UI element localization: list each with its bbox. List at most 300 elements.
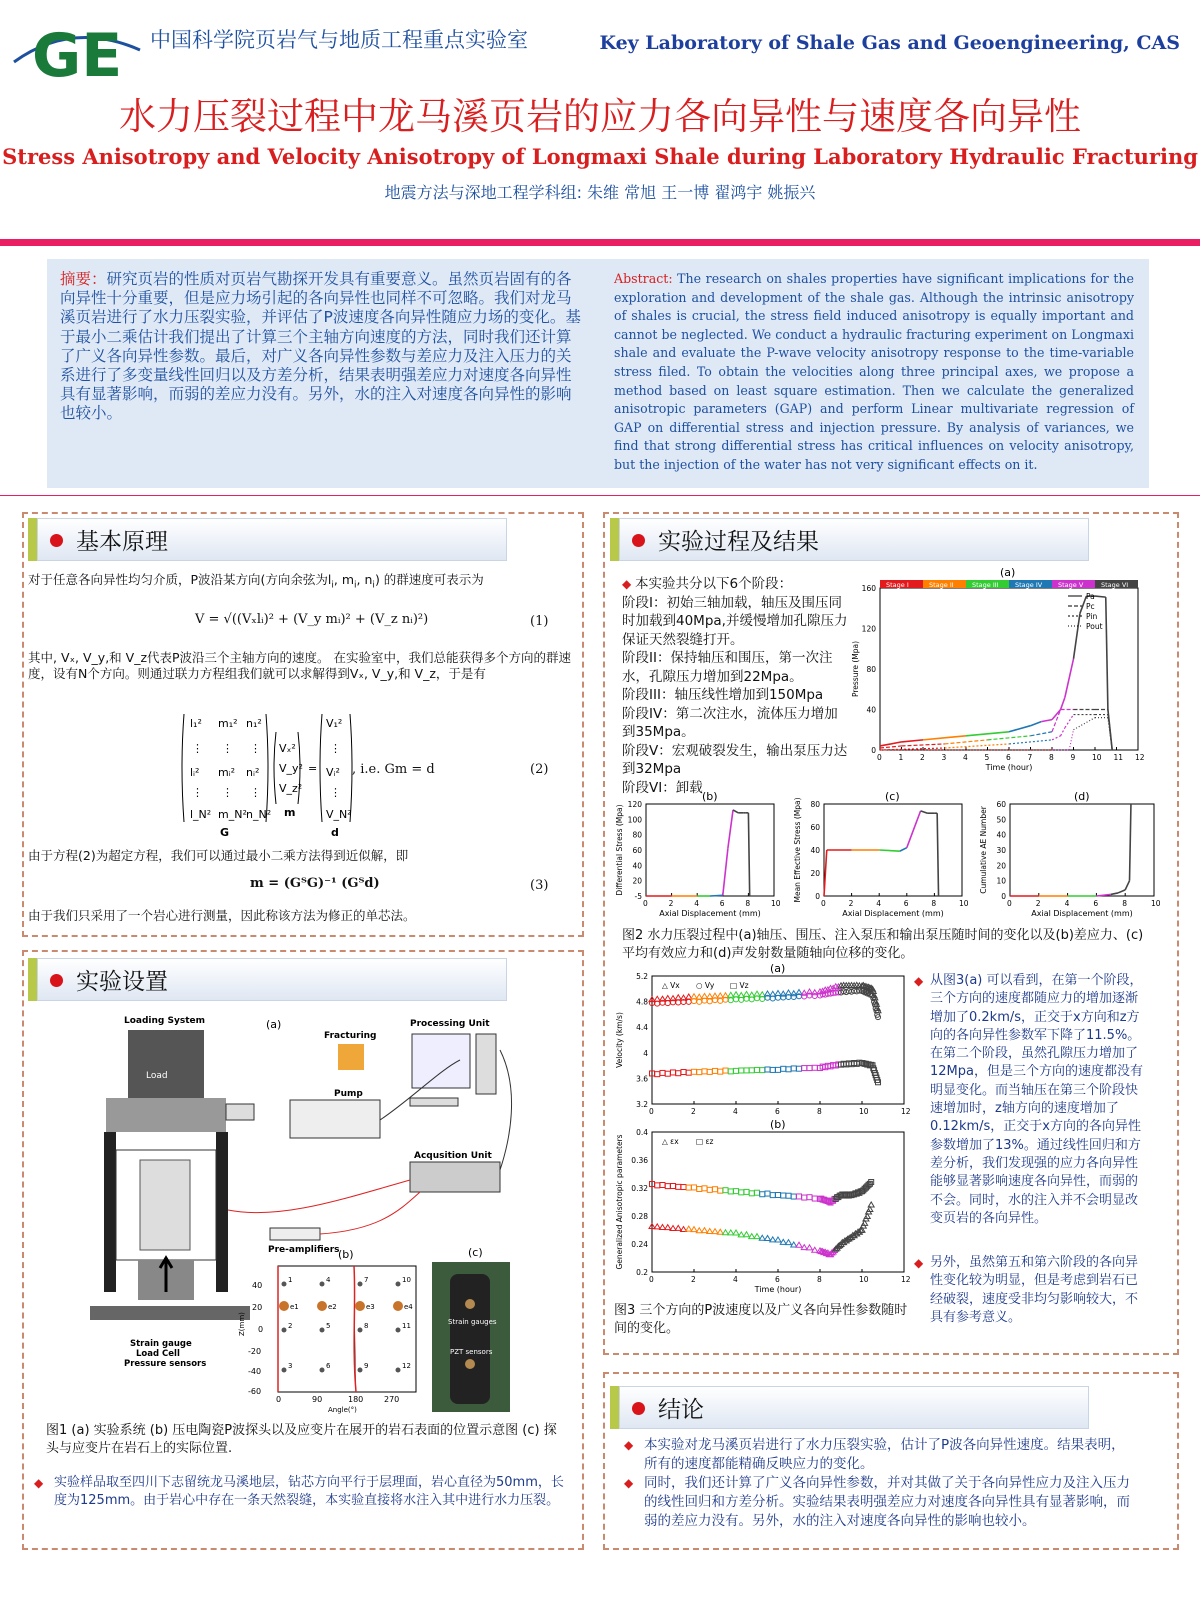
equation-1-number: (1) xyxy=(530,614,549,629)
series-line xyxy=(1125,881,1129,890)
legend-label: Pin xyxy=(1086,612,1098,621)
data-point xyxy=(755,1067,760,1072)
x-tick-label: 4 xyxy=(1064,899,1070,908)
divider-line xyxy=(0,495,1200,496)
data-point xyxy=(660,1225,666,1230)
series-line xyxy=(1031,732,1053,736)
data-point xyxy=(734,997,739,1002)
principle-header xyxy=(28,518,507,561)
y-tick-label: 0.36 xyxy=(631,1156,648,1165)
data-point xyxy=(723,1068,728,1073)
data-point xyxy=(807,1195,812,1200)
svg-text:V_z²: V_z² xyxy=(279,782,303,795)
bullet-dot xyxy=(50,974,63,987)
data-point xyxy=(713,1187,718,1192)
fig3a-chart xyxy=(612,962,912,1118)
data-point xyxy=(717,1229,723,1234)
series-line-pa xyxy=(1052,710,1061,720)
y-tick-label: 10 xyxy=(996,876,1006,886)
data-point xyxy=(707,1069,712,1074)
series-line xyxy=(1009,740,1052,744)
series-line xyxy=(1052,736,1061,740)
stage-label: Stage I xyxy=(886,581,909,589)
data-point xyxy=(770,1237,776,1242)
y-tick-label: 20 xyxy=(810,869,820,878)
svg-text:l₁²: l₁² xyxy=(190,717,202,730)
y-tick-label: 20 xyxy=(632,876,642,886)
x-tick-label: 5 xyxy=(984,753,990,762)
data-point xyxy=(797,1066,802,1071)
series-line-pa xyxy=(880,742,902,746)
pzt-sensor-dot xyxy=(358,1368,363,1373)
data-point xyxy=(654,1224,660,1229)
data-point xyxy=(760,1192,765,1197)
data-point xyxy=(781,1066,786,1071)
principle-p1: 对于任意各向异性均匀介质，P波沿某方向(方向余弦为$l_i$, $m_i$, $n_i$) 的群速度可表示为 xyxy=(28,572,484,591)
ytick: 40 xyxy=(252,1281,263,1290)
x-tick-label: 10 xyxy=(959,899,969,908)
sensor-label: 11 xyxy=(402,1322,411,1330)
sensor-xticks xyxy=(276,1395,399,1404)
series-line xyxy=(1111,893,1118,895)
series-line-pa xyxy=(945,736,967,738)
sensor-label: 12 xyxy=(402,1362,411,1370)
data-point xyxy=(676,1000,681,1005)
data-point xyxy=(739,997,744,1002)
sensor-label: e1 xyxy=(290,1303,299,1311)
data-point xyxy=(686,1185,691,1190)
abstract-en xyxy=(614,270,1134,475)
series-line-pa xyxy=(1106,597,1108,709)
data-point xyxy=(796,1242,802,1247)
y-tick-label: 30 xyxy=(996,846,1006,855)
diamond-icon: ◆ xyxy=(624,1476,634,1490)
data-point xyxy=(770,1067,775,1072)
header-stripe xyxy=(610,1386,619,1429)
data-point xyxy=(707,999,712,1004)
platen xyxy=(106,1098,226,1132)
photo-panel xyxy=(430,1244,512,1414)
data-point xyxy=(775,990,781,995)
pzt-sensor-dot xyxy=(320,1368,325,1373)
setup-header xyxy=(28,958,507,1001)
bullet-dot xyxy=(632,1402,645,1415)
xtick: 0 xyxy=(276,1395,282,1404)
fig1-caption: 图1 (a) 实验系统 (b) 压电陶瓷P波探头以及应变片在展开的岩石表面的位置示意图 (c) 探头与应变片在岩石上的实际位置. xyxy=(46,1423,557,1456)
x-tick-label: 0 xyxy=(821,899,826,908)
x-tick-label: 6 xyxy=(775,1107,780,1116)
sensor-label: 8 xyxy=(364,1322,369,1330)
diamond-icon: ◆ xyxy=(914,974,924,988)
cable xyxy=(320,1192,420,1234)
conclusion-item xyxy=(624,1436,1134,1474)
series-line-pa xyxy=(1095,596,1106,597)
fig3-caption: 图3 三个方向的P波速度以及广义各向异性参数随时间的变化。 xyxy=(614,1303,908,1336)
y-tick-label: 40 xyxy=(632,861,642,871)
legend-label: Pa xyxy=(1086,592,1095,601)
data-point xyxy=(655,1072,660,1077)
data-point xyxy=(665,1184,670,1189)
y-axis-label: Differential Stress (Mpa) xyxy=(615,804,624,896)
x-tick-label: 3 xyxy=(941,753,947,762)
data-point xyxy=(665,996,671,1001)
data-point xyxy=(707,1228,713,1233)
abstract-cn xyxy=(60,270,585,424)
x-tick-label: 7 xyxy=(1027,753,1033,762)
series-line-pa xyxy=(902,740,924,742)
label-fracturing: Fracturing xyxy=(324,1031,377,1041)
data-point xyxy=(744,1189,749,1194)
divider-bar xyxy=(0,239,1200,246)
observation-1-text: 从图3(a) 可以看到，在第一个阶段，三个方向的速度都随应力的增加逐渐增加了0.2km/s，正交于x方向和z方向的各向异性参数军下降了11.5%。在第二个阶段，虽然孔隙压力增加了12Mpa，但是三个方向的速度都没有明显变化。而当轴压在第三个阶段快速增加时，z轴方向的速度增加了0.12km/s，正交于x方向的各向异性参数增加了13%。通过线性回归和方差分析，我们发现强的应力各向异性能够显著影响速度各向异性，而弱的不会。同时，水的注入并不会明显改变页岩的各向异性。 xyxy=(930,973,1143,1226)
abstract-cn-text: 研究页岩的性质对页岩气勘探开发具有重要意义。虽然页岩固有的各向异性十分重要，但是应力场引起的各向异性也同样不可忽略。我们对龙马溪页岩进行了水力压裂实验，并评估了P波速度各向异性随应力场的变化。基于最小二乘估计我们提出了计算三个主轴方向速度的方法，同时我们还计算了广义各向异性参数。最后，对广义各向异性参数与差应力及注入压力的关系进行了多变量线性回归以及方差分析，结果表明强差应力对速度各向异性具有显著影响，而弱的差应力没有。另外，水的注入对速度各向异性的影响也较小。 xyxy=(60,270,581,423)
series-line xyxy=(1052,710,1061,732)
plot-frame xyxy=(1010,804,1154,896)
rock-core xyxy=(140,1160,190,1250)
equation-2-tail: , i.e. Gm = d xyxy=(352,762,435,777)
setup-heading-box xyxy=(37,958,507,1001)
acquisition-unit xyxy=(410,1162,500,1192)
observation-2-text: 另外，虽然第五和第六阶段的各向异性变化较为明显，但是考虑到岩石已经破裂，速度受非均匀影响较大，不具有参考意义。 xyxy=(930,1255,1139,1325)
y-axis-label: Pressure (Mpa) xyxy=(851,640,860,698)
svg-text:nᵢ²: nᵢ² xyxy=(246,766,260,779)
setup-heading: 实验设置 xyxy=(76,969,168,995)
legend-label: Pout xyxy=(1086,622,1103,631)
conclusion-heading: 结论 xyxy=(658,1397,704,1423)
series-line-pa xyxy=(1031,722,1042,726)
setup-note-text: 实验样品取至四川下志留统龙马溪地层，钻芯方向平行于层理面，岩心直径为50mm，长度为125mm。由于岩心中存在一条天然裂缝，本实验直接将水注入其中进行水力压裂。 xyxy=(54,1475,564,1508)
series-line-pa xyxy=(1061,697,1065,709)
label-strain: Strain gauge xyxy=(130,1339,192,1349)
data-point xyxy=(723,1188,728,1193)
photo-label-strain: Strain gauges xyxy=(448,1318,497,1326)
svg-text:⋮: ⋮ xyxy=(222,742,233,755)
y-tick-label: 4 xyxy=(643,1048,648,1058)
ytick: -60 xyxy=(248,1387,262,1396)
data-point xyxy=(692,999,697,1004)
data-point xyxy=(807,1066,812,1071)
svg-text:V₁²: V₁² xyxy=(326,717,343,730)
sensor-label: 6 xyxy=(326,1362,331,1370)
y-tick-label: 0.24 xyxy=(631,1240,648,1249)
principle-p1-b: ) 的群速度可表示为 xyxy=(374,572,484,587)
data-point xyxy=(681,1185,686,1190)
base xyxy=(90,1306,250,1320)
data-point xyxy=(697,1186,702,1191)
data-point xyxy=(728,1230,734,1235)
sensor-label: 7 xyxy=(364,1276,369,1284)
sensor-label: 1 xyxy=(288,1276,293,1284)
label-processing: Processing Unit xyxy=(410,1019,490,1029)
sensor-label: 9 xyxy=(364,1362,369,1370)
label-preamp: Pre-amplifiers xyxy=(268,1245,340,1255)
label-pump: Pump xyxy=(334,1089,363,1099)
y-tick-label: 3.2 xyxy=(636,1100,648,1109)
sensor-label: 4 xyxy=(326,1276,331,1284)
xtick: 90 xyxy=(312,1395,323,1404)
diamond-icon: ◆ xyxy=(622,577,636,591)
y-tick-label: 120 xyxy=(861,624,876,634)
data-point xyxy=(733,1230,739,1235)
x-tick-label: 2 xyxy=(920,753,925,762)
y-tick-label: 0 xyxy=(1001,892,1006,901)
logo xyxy=(12,10,144,82)
data-point xyxy=(702,1228,708,1233)
data-point xyxy=(868,1202,874,1207)
data-point xyxy=(776,995,781,1000)
x-tick-label: 10 xyxy=(1151,899,1161,908)
y-tick-label: 60 xyxy=(632,846,642,855)
sensor-label: 2 xyxy=(288,1322,293,1330)
series-line xyxy=(728,810,733,848)
data-point xyxy=(754,1234,760,1239)
svg-text:⋮: ⋮ xyxy=(250,742,261,755)
series-line xyxy=(900,848,907,851)
series-line xyxy=(1130,804,1131,881)
data-point xyxy=(786,1067,791,1072)
svg-text:l_N²: l_N² xyxy=(190,808,212,821)
data-point xyxy=(776,1067,781,1072)
y-tick-label: 80 xyxy=(632,830,642,840)
series-line xyxy=(937,813,938,896)
pump-unit xyxy=(290,1100,380,1138)
data-point xyxy=(749,997,754,1002)
svg-text:Vᵢ²: Vᵢ² xyxy=(326,766,340,779)
conclusion-header xyxy=(610,1386,1089,1429)
y-tick-label: 5.2 xyxy=(636,972,648,981)
y-tick-label: 40 xyxy=(810,846,820,855)
abstract-en-label: Abstract: xyxy=(614,271,673,286)
principle-p3: 由于方程(2)为超定方程，我们可以通过最小二乘方法得到近似解，即 xyxy=(28,848,409,863)
chart-title: (d) xyxy=(1074,790,1090,803)
data-point xyxy=(749,1068,754,1073)
principle-p1-a: 对于任意各向异性均匀介质，P波沿某方向(方向余弦为l xyxy=(28,572,332,587)
results-heading: 实验过程及结果 xyxy=(658,529,819,555)
equation-3: m = (GᵀG)⁻¹ (Gᵀd) xyxy=(250,876,380,891)
chart-title: (a) xyxy=(770,962,786,975)
data-point xyxy=(765,1235,771,1240)
data-point xyxy=(671,1070,676,1075)
x-tick-label: 1 xyxy=(898,753,904,762)
lab-name-en: Key Laboratory of Shale Gas and Geoengineering, CAS xyxy=(599,32,1180,54)
xtick: 270 xyxy=(384,1395,400,1404)
chart-title: (b) xyxy=(702,790,718,803)
x-axis-label: Time (hour) xyxy=(985,763,1033,772)
x-tick-label: 8 xyxy=(817,1107,822,1116)
data-point xyxy=(702,1186,707,1191)
series-line xyxy=(907,811,921,848)
x-tick-label: 11 xyxy=(1113,753,1124,762)
series-line xyxy=(945,744,1010,748)
keyboard-icon xyxy=(410,1098,458,1106)
strain-gauge-dot xyxy=(393,1301,403,1311)
observation-1 xyxy=(914,972,1146,1228)
series-line-pa xyxy=(988,732,1010,734)
bullet-dot xyxy=(50,534,63,547)
data-point xyxy=(734,1189,739,1194)
data-point xyxy=(744,1068,749,1073)
data-point xyxy=(691,994,697,999)
y-tick-label: -5 xyxy=(634,892,642,901)
data-point xyxy=(665,1071,670,1076)
data-point xyxy=(760,1068,765,1073)
sensor-label: e3 xyxy=(366,1303,375,1311)
legend-label: △ εx xyxy=(662,1137,679,1146)
data-point xyxy=(734,1068,739,1073)
fig2d-chart xyxy=(976,788,1162,920)
stage-item: 阶段VI：卸载 xyxy=(622,779,703,796)
load-block xyxy=(128,1030,204,1098)
x-tick-label: 12 xyxy=(901,1275,911,1284)
series-line xyxy=(921,811,928,813)
pzt-sensor-dot xyxy=(282,1368,287,1373)
y-tick-label: 60 xyxy=(810,823,820,832)
y-axis-label: Cumulative AE Number xyxy=(979,806,988,894)
x-tick-label: 4 xyxy=(733,1107,738,1116)
x-tick-label: 12 xyxy=(901,1107,911,1116)
data-point xyxy=(797,1194,802,1199)
label-load: Load xyxy=(146,1071,168,1081)
legend-label: △ Vx xyxy=(662,981,680,990)
stage-label: Stage V xyxy=(1058,581,1084,589)
chart-title: (c) xyxy=(885,790,900,803)
y-tick-label: 3.6 xyxy=(636,1074,648,1084)
label-acquisition: Acqusition Unit xyxy=(414,1151,492,1161)
y-tick-label: 50 xyxy=(996,815,1006,825)
principle-heading: 基本原理 xyxy=(76,529,168,555)
data-point xyxy=(786,1240,792,1245)
x-tick-label: 0 xyxy=(649,1107,654,1116)
pzt-sensor-dot xyxy=(320,1282,325,1287)
results-header xyxy=(610,518,1089,561)
title-en: Stress Anisotropy and Velocity Anisotropy of Longmaxi Shale during Laboratory Hydraulic Fracturing xyxy=(2,144,1198,169)
data-point xyxy=(812,1196,817,1201)
series-line xyxy=(988,736,1031,740)
series-line xyxy=(945,740,988,744)
y-axis-label: Velocity (km/s) xyxy=(615,1012,624,1068)
label-loadcell: Load Cell xyxy=(136,1349,180,1359)
stage-item: 阶段V：宏观破裂发生，输出泵压力达到32Mpa xyxy=(622,742,848,777)
series-line-pa xyxy=(1009,726,1031,732)
title-cn: 水力压裂过程中龙马溪页岩的应力各向异性与速度各向异性 xyxy=(119,95,1081,138)
series-line xyxy=(1069,730,1073,750)
stage-label: Stage II xyxy=(929,581,954,589)
abstract-en-text: The research on shales properties have significant implications for the exploration and development of the shale gas. Although the intrinsic anisotropy of shales is crucial, the stress field induced anisotropy is equally important and cannot be neglected. We conduct a hydraulic fracturing experiment on Longmaxi shale and evaluate the P-wave velocity anisotropy response to the time-variable stress filed. To obtain the velocities along three principal axes, we propose a method based on least square estimation. Then we calculate the generalized anisotropic parameters (GAP) and perform Linear multivariate regression of GAP on differential stress and injection pressure. By analysis of variances, we find that strong differential stress has critical influences on velocity anisotropy, but the injection of the water has not very significant effects on it. xyxy=(614,271,1134,472)
y-tick-label: 100 xyxy=(627,815,642,825)
data-point xyxy=(665,1225,671,1230)
x-tick-label: 6 xyxy=(775,1275,780,1284)
data-point xyxy=(697,1070,702,1075)
x-tick-label: 8 xyxy=(1049,753,1054,762)
diamond-icon: ◆ xyxy=(914,1256,924,1270)
fluid-tank xyxy=(338,1044,364,1070)
cable xyxy=(500,1050,512,1170)
y-tick-label: 0.4 xyxy=(636,1128,648,1137)
svg-text:Vₓ²: Vₓ² xyxy=(279,742,296,755)
data-point xyxy=(755,1190,760,1195)
data-point xyxy=(718,998,723,1003)
fracture-line xyxy=(354,1266,356,1392)
data-point xyxy=(692,1069,697,1074)
data-point xyxy=(812,1065,817,1070)
series-line xyxy=(1074,718,1096,730)
series-line xyxy=(902,744,945,746)
stage-list xyxy=(622,575,848,797)
svg-text:G: G xyxy=(220,826,230,839)
x-tick-label: 9 xyxy=(1070,753,1076,762)
data-point xyxy=(776,1193,781,1198)
x-tick-label: 10 xyxy=(859,1107,869,1116)
photo-label-pzt: PZT sensors xyxy=(450,1348,493,1356)
x-axis-label: Axial Displacement (mm) xyxy=(1031,909,1133,918)
x-tick-label: 10 xyxy=(771,899,781,908)
data-point xyxy=(728,1189,733,1194)
data-point xyxy=(739,1068,744,1073)
y-tick-label: 0.2 xyxy=(636,1268,648,1277)
data-point xyxy=(802,1195,807,1200)
y-tick-label: 40 xyxy=(996,830,1006,840)
pzt-sensor-dot xyxy=(358,1282,363,1287)
stage-intro xyxy=(622,575,848,594)
data-point xyxy=(686,999,691,1004)
results-heading-box xyxy=(619,518,1089,561)
data-point xyxy=(713,1068,718,1073)
plot-frame xyxy=(652,1132,904,1272)
sensor-ylabel: Z(mm) xyxy=(238,1312,246,1336)
plot-frame xyxy=(646,804,774,896)
data-point xyxy=(744,996,749,1001)
series-line xyxy=(1118,890,1125,893)
sensor-label: 10 xyxy=(402,1276,411,1284)
data-point xyxy=(697,999,702,1004)
sensor-label: e2 xyxy=(328,1303,337,1311)
x-tick-label: 4 xyxy=(733,1275,738,1284)
sensor-yticks xyxy=(248,1281,263,1396)
sensor-dot xyxy=(465,1299,475,1309)
data-point xyxy=(728,998,733,1003)
legend-label: □ εz xyxy=(696,1137,714,1146)
label-pressure: Pressure sensors xyxy=(124,1359,207,1369)
conclusion-text: 本实验对龙马溪页岩进行了水力压裂实验，估计了P波各向异性速度。结果表明，所有的速度都能精确反映应力的变化。 xyxy=(644,1437,1125,1472)
equation-2-number: (2) xyxy=(530,762,549,777)
svg-text:n_N²: n_N² xyxy=(246,808,272,821)
header-stripe xyxy=(610,518,619,561)
equation-1: V = √((Vₓlᵢ)² + (V_y mᵢ)² + (V_z nᵢ)²) xyxy=(195,612,429,627)
pzt-sensor-dot xyxy=(282,1328,287,1333)
stage-item: 阶段I：初始三轴加载，轴压及围压同时加载到40Mpa,并缓慢增加孔隙压力保证天然裂缝打开。 xyxy=(622,594,848,648)
data-point xyxy=(770,1193,775,1198)
ytick: 0 xyxy=(258,1325,264,1334)
svg-text:⋮: ⋮ xyxy=(192,786,203,799)
principle-heading-box xyxy=(37,518,507,561)
data-point xyxy=(655,1183,660,1188)
lab-name-cn: 中国科学院页岩气与地质工程重点实验室 xyxy=(150,28,528,52)
data-point xyxy=(691,1227,697,1232)
logo-text: GE xyxy=(32,21,123,82)
series-line-pa xyxy=(966,734,988,736)
data-point xyxy=(775,1237,781,1242)
stage-item: 阶段II：保持轴压和围压，第一次注水，孔隙压力增加到22Mpa。 xyxy=(622,650,833,685)
y-tick-label: 60 xyxy=(996,800,1006,809)
label-b: (b) xyxy=(338,1248,354,1261)
ytick: -20 xyxy=(248,1347,262,1356)
y-tick-label: 80 xyxy=(810,800,820,809)
sensor-label: 5 xyxy=(326,1322,331,1330)
legend-label: Pc xyxy=(1086,602,1095,611)
x-tick-label: 8 xyxy=(1122,899,1127,908)
monitor-icon xyxy=(412,1034,470,1088)
svg-text:lᵢ²: lᵢ² xyxy=(190,766,200,779)
